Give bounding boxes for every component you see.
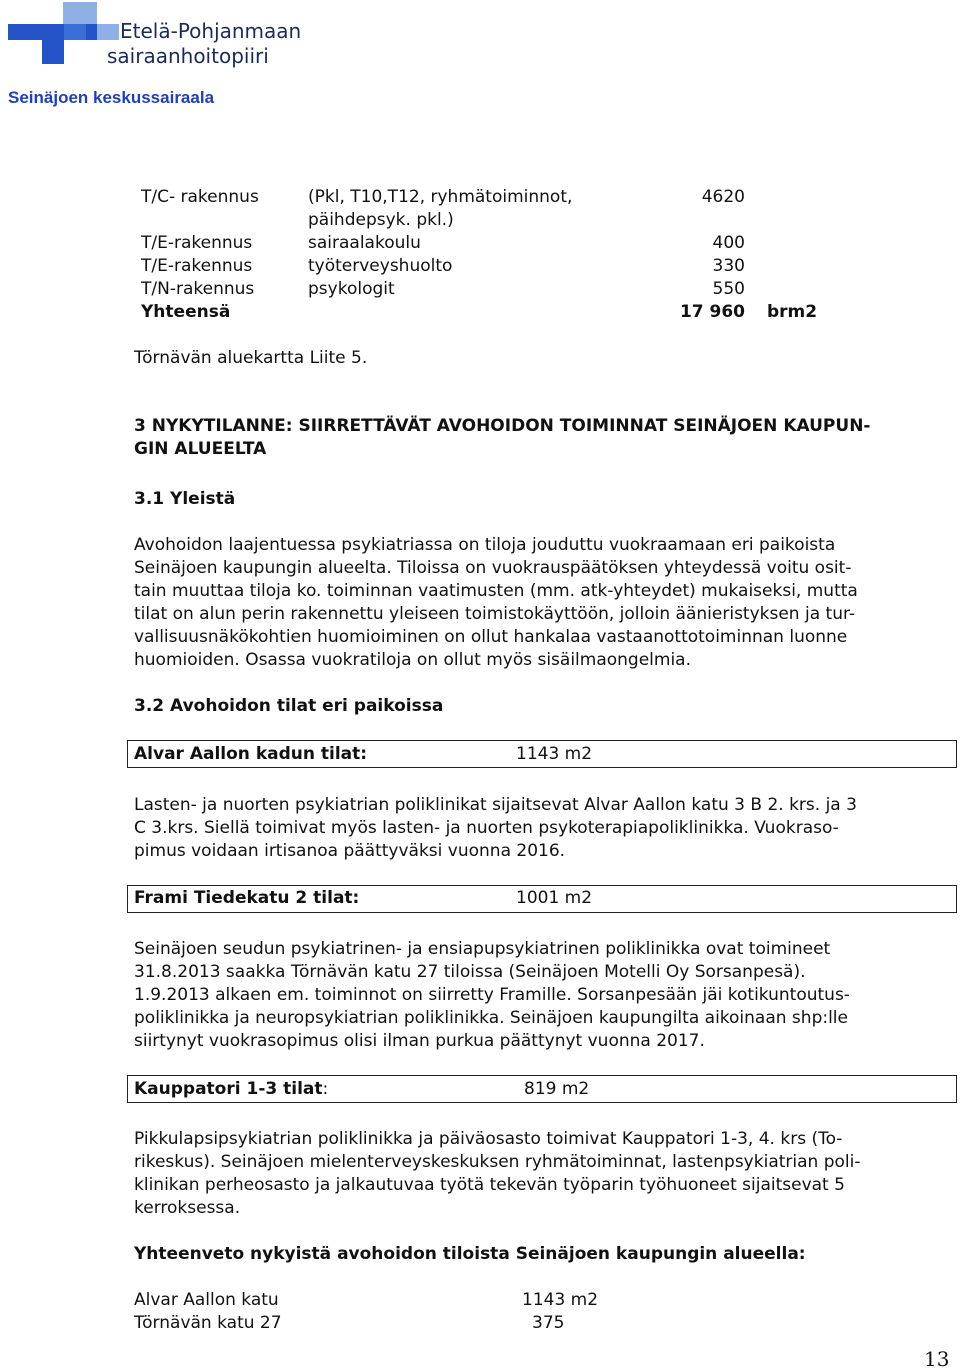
location-area: 819 m2 <box>524 1079 590 1099</box>
location-description: Seinäjoen seudun psykiatrinen- ja ensiapupsykiatrinen poliklinikka ovat toimineet 31.8.2013 saakka Törnävän katu 27 tiloissa (Seinäjoen Motelli Oy Sorsanpesä). 1.9.2013 alkaen em. toiminnot on siirretty Framille. Sorsanpesään jäi kotikuntoutus- poliklinikka ja neuropsykiatrian poliklinikka. Seinäjoen kaupungilta aikoinaan shp:lle siirtynyt vuokrasopimus olisi ilman purkua päättynyt vuonna 2017. <box>134 939 850 1051</box>
table-row-area: 330 <box>712 256 745 276</box>
organization-logo <box>8 2 120 64</box>
org-name-line2: sairaanhoitopiiri <box>107 44 269 68</box>
hospital-name: Seinäjoen keskussairaala <box>8 88 215 107</box>
location-box-alvar-aallon <box>127 740 957 768</box>
table-row-building: T/E-rakennus <box>141 233 253 253</box>
table-total-area: 17 960 <box>679 302 745 322</box>
summary-row-name: Törnävän katu 27 <box>134 1313 282 1333</box>
summary-row-area: 375 <box>532 1313 565 1333</box>
table-row-building: T/C- rakennus <box>141 187 259 207</box>
table-total-unit: brm2 <box>767 302 818 322</box>
location-box-frami <box>127 885 957 913</box>
location-name: Kauppatori 1-3 tilat <box>134 1079 323 1099</box>
location-area: 1143 m2 <box>516 744 593 764</box>
location-name: Frami Tiedekatu 2 tilat: <box>134 888 360 908</box>
table-row-use: sairaalakoulu <box>308 233 421 253</box>
table-total-label: Yhteensä <box>141 302 231 322</box>
table-row-building: T/E-rakennus <box>141 256 253 276</box>
general-paragraph: Avohoidon laajentuessa psykiatriassa on tiloja jouduttu vuokraamaan eri paikoista Seinäjoen kaupungin alueelta. Tiloissa on vuokrauspäätöksen yhteydessä voitu osit- tain muuttaa tiloja ko. toiminnan vaatimusten (mm. atk-yhteydet) mukaiseksi, mutta tilat on alun perin rakennettu yleiseen toimistokäyttöön, jolloin äänieristyksen ja tur- vallisuusnäkökohtien huomioiminen on ollut hankalaa vastaanottotoiminnan luonne huomioiden. Osassa vuokratiloja on ollut myös sisäilmaongelmia. <box>134 535 858 670</box>
table-row-area: 4620 <box>701 187 745 207</box>
location-area: 1001 m2 <box>516 888 593 908</box>
section-heading: 3 NYKYTILANNE: SIIRRETTÄVÄT AVOHOIDON TOIMINNAT SEINÄJOEN KAUPUN- GIN ALUEELTA <box>134 416 871 459</box>
cross-logo-icon <box>8 2 120 64</box>
summary-heading: Yhteenveto nykyistä avohoidon tiloista Seinäjoen kaupungin alueella: <box>134 1244 806 1264</box>
org-name-line1: Etelä-Pohjanmaan <box>120 19 302 43</box>
table-row-use: työterveyshuolto <box>308 256 453 276</box>
location-description: Lasten- ja nuorten psykiatrian poliklinikat sijaitsevat Alvar Aallon katu 3 B 2. krs. ja 3 C 3.krs. Siellä toimivat myös lasten- ja nuorten psykoterapiapoliklinikka. Vuokraso- pimus voidaan irtisanoa päättyväksi vuonna 2016. <box>134 795 857 861</box>
summary-row-name: Alvar Aallon katu <box>134 1290 279 1310</box>
table-row-area: 550 <box>712 279 745 299</box>
subsection-heading-locations: 3.2 Avohoidon tilat eri paikoissa <box>134 696 444 716</box>
summary-row-area: 1143 m2 <box>522 1290 599 1310</box>
table-row-use: psykologit <box>308 279 395 299</box>
page-number: 13 <box>924 1347 950 1371</box>
location-box-kauppatori <box>127 1075 957 1103</box>
map-note: Törnävän aluekartta Liite 5. <box>134 348 368 368</box>
table-row-area: 400 <box>712 233 745 253</box>
table-row-use: (Pkl, T10,T12, ryhmätoiminnot, päihdepsyk. pkl.) <box>308 187 573 230</box>
table-row-building: T/N-rakennus <box>141 279 255 299</box>
location-name-colon: : <box>322 1079 329 1099</box>
location-description: Pikkulapsipsykiatrian poliklinikka ja päiväosasto toimivat Kauppatori 1-3, 4. krs (To- rikeskus). Seinäjoen mielenterveyskeskuksen ryhmätoiminnat, lastenpsykiatrian poli- klinikan perheosasto ja jalkautuvaa työtä tekevän työparin työhuoneet sijaitsevat 5 kerroksessa. <box>134 1129 861 1218</box>
subsection-heading-general: 3.1 Yleistä <box>134 489 236 509</box>
location-name-wrapper <box>134 1078 328 1101</box>
location-name: Alvar Aallon kadun tilat: <box>134 744 368 764</box>
